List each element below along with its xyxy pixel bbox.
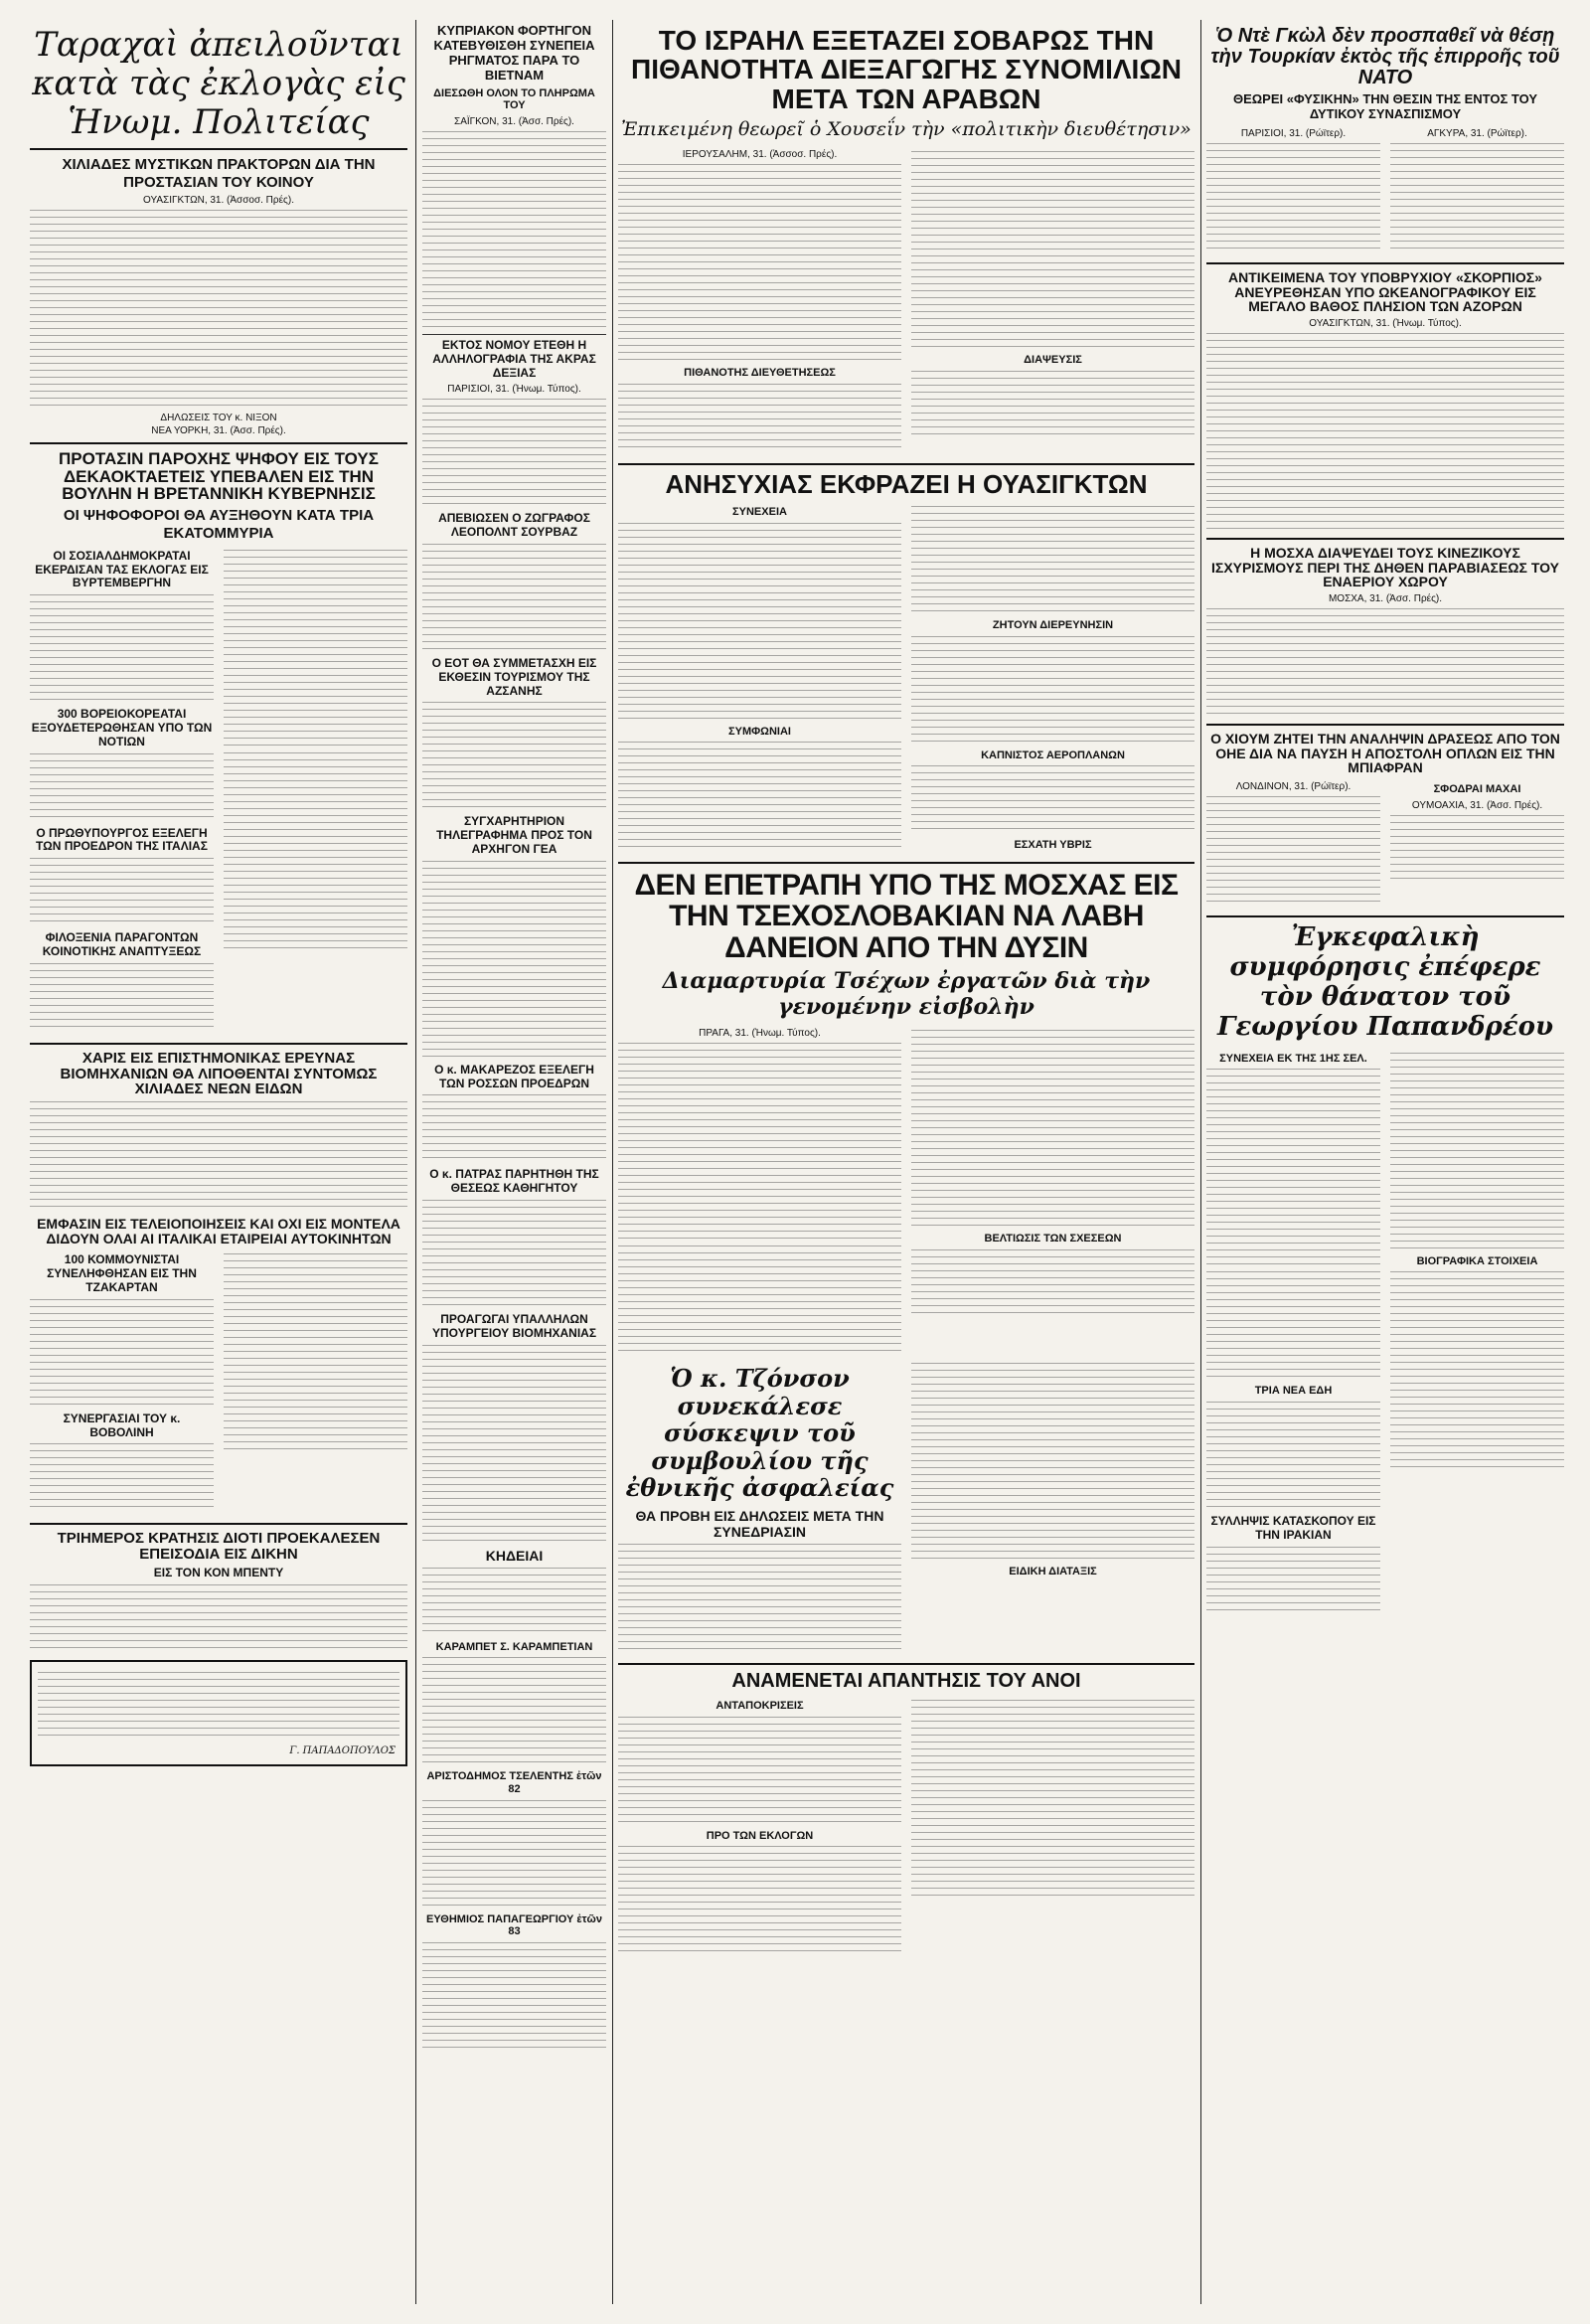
article-body — [618, 384, 901, 453]
article-body — [422, 702, 606, 811]
subhead-promotions: ΠΡΟΑΓΩΓΑΙ ΥΠΑΛΛΗΛΩΝ ΥΠΟΥΡΓΕΙΟΥ ΒΙΟΜΗΧΑΝΙΑΣ — [431, 1311, 597, 1340]
article-body — [422, 1345, 606, 1544]
article-body — [422, 131, 606, 330]
headline-washington-concern: ΑΝΗΣΥΧΙΑΣ ΕΚΦΡΑΖΕΙ Η ΟΥΑΣΙΓΚΤΩΝ — [665, 468, 1148, 499]
article-body — [618, 164, 901, 363]
article-body — [1206, 1069, 1380, 1267]
article-body — [911, 765, 1194, 835]
dateline: ΟΥΜΟΑΧΙΑ, 31. (Ἀσσ. Πρές). — [1411, 799, 1543, 811]
article-body — [1206, 333, 1564, 532]
article-body — [422, 1200, 606, 1309]
subhead-hospitality: ΦΙΛΟΞΕΝΙΑ ΠΑΡΑΓΟΝΤΩΝ ΚΟΙΝΟΤΙΚΗΣ ΑΝΑΠΤΥΞΕΩΣ — [42, 930, 202, 958]
article-body — [1206, 796, 1380, 906]
subhead: ΒΕΛΤΙΩΣΙΣ ΤΩΝ ΣΧΕΣΕΩΝ — [984, 1232, 1122, 1245]
article-body — [1206, 1402, 1380, 1511]
subhead-far-right: ΕΚΤΟΣ ΝΟΜΟΥ ΕΤΕΘΗ Η ΑΛΛΗΛΟΓΡΑΦΙΑ ΤΗΣ ΑΚΡΑΣ ΔΕΞΙΑΣ — [432, 338, 596, 380]
article-body — [30, 963, 214, 1033]
article-body — [1206, 1271, 1380, 1381]
main-center — [618, 20, 1194, 2304]
headline-scorpion-submarine: ΑΝΤΙΚΕΙΜΕΝΑ ΤΟΥ ΥΠΟΒΡΥΧΙΟΥ «ΣΚΟΡΠΙΟΣ» ΑΝΕΥΡΕΘΗΣΑΝ ΥΠΟ ΩΚΕΑΝΟΓΡΑΦΙΚΟΥ ΕΙΣ ΜΕΓΑΛΟ ΒΑΘΟΣ ΠΛΗΣΙΟΝ ΤΩΝ ΑΖΟΡΩΝ — [1228, 268, 1542, 315]
subhead-vovolinis: ΣΥΝΕΡΓΑΣΙΑΙ ΤΟΥ κ. ΒΟΒΟΛΙΝΗ — [63, 1411, 181, 1439]
deck-czech-workers: Διαμαρτυρία Τσέχων ἐργατῶν διὰ τὴν γενομένην εἰσβολὴν — [662, 968, 1151, 1020]
dateline: ΝΕΑ ΥΟΡΚΗ, 31. (Ἀσσ. Πρές). — [151, 424, 286, 436]
divider — [618, 463, 1194, 465]
divider — [1206, 915, 1564, 917]
subhead: ΖΗΤΟΥΝ ΔΙΕΡΕΥΝΗΣΙΝ — [992, 618, 1114, 631]
article-body — [618, 1043, 901, 1242]
divider — [618, 862, 1194, 864]
subhead-social-democrats: ΟΙ ΣΟΣΙΑΛΔΗΜΟΚΡΑΤΑΙ ΕΚΕΡΔΙΣΑΝ ΤΑΣ ΕΚΛΟΓΑΣ ΕΙΣ ΒΥΡΤΕΜΒΕΡΓΗΝ — [35, 548, 209, 590]
divider — [1206, 538, 1564, 540]
dateline: ΠΑΡΙΣΙΟΙ, 31. (Ἠνωμ. Τύπος). — [447, 384, 581, 396]
subhead-communists: 100 ΚΟΜΜΟΥΝΙΣΤΑΙ ΣΥΝΕΛΗΦΘΗΣΑΝ ΕΙΣ ΤΗΝ ΤΖΑΚΑΡΤΑΝ — [47, 1252, 197, 1294]
article-body — [1390, 1271, 1564, 1470]
subhead: ΔΙΑΨΕΥΣΙΣ — [1024, 354, 1082, 367]
headline-johnson-council: Ὁ κ. Τζόνσον συνεκάλεσε σύσκεψιν τοῦ συμβουλίου τῆς ἐθνικῆς ἀσφαλείας — [625, 1363, 894, 1503]
obituary-name: ΚΑΡΑΜΠΕΤ Σ. ΚΑΡΑΜΠΕΤΙΑΝ — [435, 1640, 593, 1653]
headline-italian-cars: ΕΜΦΑΣΙΝ ΕΙΣ ΤΕΛΕΙΟΠΟΙΗΣΕΙΣ ΚΑΙ ΟΧΙ ΕΙΣ ΜΟΝΤΕΛΑ ΔΙΔΟΥΝ ΟΛΑΙ ΑΙ ΙΤΑΛΙΚΑΙ ΕΤΑΙΡΕΙΑΙ ΑΥΤΟΚΙΝΗΤΩΝ — [37, 1216, 400, 1246]
article-body — [224, 550, 407, 748]
dateline: ΣΑΪΓΚΟΝ, 31. (Ἀσσ. Πρές). — [454, 116, 574, 128]
article-body — [911, 1363, 1194, 1562]
column-divider — [612, 20, 613, 2304]
subhead: ΒΙΟΓΡΑΦΙΚΑ ΣΤΟΙΧΕΙΑ — [1416, 1254, 1538, 1267]
dateline: ΛΟΝΔΙΝΟΝ, 31. (Ρώϊτερ). — [1235, 781, 1352, 793]
subhead-patras: Ο κ. ΠΑΤΡΑΣ ΠΑΡΗΤΗΘΗ ΤΗΣ ΘΕΣΕΩΣ ΚΑΘΗΓΗΤΟΥ — [429, 1167, 599, 1196]
article-body — [224, 752, 407, 951]
headline-three-day-detention: ΤΡΙΗΜΕΡΟΣ ΚΡΑΤΗΣΙΣ ΔΙΟΤΙ ΠΡΟΕΚΑΛΕΣΕΝ ΕΠΕΙΣΟΔΙΑ ΕΙΣ ΔΙΚΗΝ — [57, 1530, 381, 1564]
article-body — [911, 636, 1194, 746]
headline-hanoi-reply: ΑΝΑΜΕΝΕΤΑΙ ΑΠΑΝΤΗΣΙΣ ΤΟΥ ΑΝΟΙ — [731, 1670, 1081, 1693]
obituary-name: ΕΥΘΗΜΙΟΣ ΠΑΠΑΓΕΩΡΓΙΟΥ ἐτῶν 83 — [426, 1912, 602, 1938]
subhead-secret-agents: ΧΙΛΙΑΔΕΣ ΜΥΣΤΙΚΩΝ ΠΡΑΚΤΟΡΩΝ ΔΙΑ ΤΗΝ ΠΡΟΣΤΑΣΙΑΝ ΤΟΥ ΚΟΙΝΟΥ — [62, 156, 376, 191]
subhead: ΤΡΙΑ ΝΕΑ ΕΔΗ — [1254, 1385, 1333, 1398]
headline-cypriot-ship: ΚΥΠΡΙΑΚΟΝ ΦΟΡΤΗΓΟΝ ΚΑΤΕΒΥΘΙΣΘΗ ΣΥΝΕΠΕΙΑ ΡΗΓΜΑΤΟΣ ΠΑΡΑ ΤΟ ΒΙΕΤΝΑΜ — [433, 23, 595, 83]
subhead: ΑΝΤΑΠΟΚΡΙΣΕΙΣ — [716, 1700, 804, 1713]
article-body — [618, 742, 901, 851]
article-body — [30, 1299, 214, 1409]
column-divider — [1200, 20, 1201, 2304]
divider — [30, 1043, 407, 1045]
article-body — [1206, 1547, 1380, 1616]
divider — [30, 442, 407, 444]
article-body — [422, 861, 606, 1060]
divider — [1206, 262, 1564, 264]
dateline: ΟΥΑΣΙΓΚΤΩΝ, 31. (Ἠνωμ. Τύπος). — [1309, 317, 1462, 329]
headline-hume-biafra: Ο ΧΙΟΥΜ ΖΗΤΕΙ ΤΗΝ ΑΝΑΛΗΨΙΝ ΔΡΑΣΕΩΣ ΑΠΟ ΤΟΝ ΟΗΕ ΔΙΑ ΝΑ ΠΑΥΣΗ Η ΑΠΟΣΤΟΛΗ ΟΠΛΩΝ ΕΙΣ ΤΗΝ ΜΠΙΑΦΡΑΝ — [1210, 731, 1560, 776]
subhead: ΠΙΘΑΝΟΤΗΣ ΔΙΕΥΘΕΤΗΣΕΩΣ — [684, 367, 836, 380]
dateline: ΠΑΡΙΣΙΟΙ, 31. (Ρώϊτερ). — [1240, 127, 1347, 139]
subhead-spy-arrest: ΣΥΛΛΗΨΙΣ ΚΑΤΑΣΚΟΠΟΥ ΕΙΣ ΤΗΝ ΙΡΑΚΙΑΝ — [1210, 1513, 1376, 1542]
headline-voting-age: ΠΡΟΤΑΣΙΝ ΠΑΡΟΧΗΣ ΨΗΦΟΥ ΕΙΣ ΤΟΥΣ ΔΕΚΑΟΚΤΑΕΤΕΙΣ ΥΠΕΒΑΛΕΝ ΕΙΣ ΤΗΝ ΒΟΥΛΗΝ Η ΒΡΕΤΑΝΝΙΚΗ ΚΥΒΕΡΝΗΣΙΣ — [59, 448, 379, 504]
article-body — [422, 1942, 606, 2052]
divider — [30, 148, 407, 150]
dateline: ΙΕΡΟΥΣΑΛΗΜ, 31. (Ἀσσοσ. Πρές). — [682, 149, 838, 161]
column-1 — [30, 20, 407, 2304]
article-body — [618, 1846, 901, 1955]
article-body — [1390, 1053, 1564, 1251]
subhead: ΠΡΟ ΤΩΝ ΕΚΛΟΓΩΝ — [706, 1829, 814, 1842]
article-body — [422, 1800, 606, 1909]
byline: ΔΗΛΩΣΕΙΣ ΤΟΥ κ. ΝΙΞΟΝ — [160, 412, 277, 423]
article-body — [618, 1544, 901, 1653]
article-body — [911, 1030, 1194, 1229]
article-body — [422, 544, 606, 653]
article-body — [1390, 815, 1564, 885]
notice-box — [30, 1660, 407, 1766]
subhead-eot: Ο ΕΟΤ ΘΑ ΣΥΜΜΕΤΑΣΧΗ ΕΙΣ ΕΚΘΕΣΙΝ ΤΟΥΡΙΣΜΟΥ ΤΗΣ ΑΖΣΑΝΗΣ — [431, 656, 597, 698]
obituary-name: ΑΡΙΣΤΟΔΗΜΟΣ ΤΣΕΛΕΝΤΗΣ ἐτῶν 82 — [426, 1770, 602, 1795]
dateline: ΜΟΣΧΑ, 31. (Ἀσσ. Πρές). — [1328, 593, 1443, 604]
article-body — [30, 210, 407, 409]
divider — [1206, 724, 1564, 726]
article-body — [30, 753, 214, 823]
article-body — [618, 1717, 901, 1826]
subhead: ΕΣΧΑΤΗ ΥΒΡΙΣ — [1014, 839, 1092, 852]
subhead-statements: ΘΑ ΠΡΟΒΗ ΕΙΣ ΔΗΛΩΣΕΙΣ ΜΕΤΑ ΤΗΝ ΣΥΝΕΔΡΙΑΣΙΝ — [635, 1507, 884, 1541]
headline-papandreou: Ἐγκεφαλικὴ συμφόρησις ἐπέφερε τὸν θάνατον τοῦ Γεωργίου Παπανδρέου — [1217, 922, 1553, 1042]
article-body — [224, 1253, 407, 1452]
article-body — [30, 1101, 407, 1211]
deck-hussein: Ἐπικειμένη θεωρεῖ ὁ Χουσεΐν τὴν «πολιτικὴν διευθέτησιν» — [621, 118, 1192, 141]
headline-czechoslovakia-loan: ΔΕΝ ΕΠΕΤΡΑΠΗ ΥΠΟ ΤΗΣ ΜΟΣΧΑΣ ΕΙΣ ΤΗΝ ΤΣΕΧΟΣΛΟΒΑΚΙΑΝ ΝΑ ΛΑΒΗ ΔΑΝΕΙΟΝ ΑΠΟ ΤΗΝ ΔΥΣΙΝ — [634, 868, 1179, 964]
subhead: ΕΙΔΙΚΗ ΔΙΑΤΑΞΙΣ — [1009, 1565, 1097, 1577]
subhead-crew-saved: ΔΙΕΣΩΘΗ ΟΛΟΝ ΤΟ ΠΛΗΡΩΜΑ ΤΟΥ — [433, 86, 595, 112]
subhead: ΚΑΠΝΙΣΤΟΣ ΑΕΡΟΠΛΑΝΩΝ — [981, 748, 1125, 761]
subhead-kennedy: ΕΙΣ ΤΟΝ ΚΟΝ ΜΠΕΝΤΥ — [153, 1565, 284, 1579]
divider — [422, 334, 606, 335]
article-body — [618, 523, 901, 722]
headline-israel-talks: ΤΟ ΙΣΡΑΗΛ ΕΞΕΤΑΖΕΙ ΣΟΒΑΡΩΣ ΤΗΝ ΠΙΘΑΝΟΤΗΤΑ ΔΙΕΞΑΓΩΓΗΣ ΣΥΝΟΜΙΛΙΩΝ ΜΕΤΑ ΤΩΝ ΑΡΑΒΩΝ — [631, 25, 1182, 114]
column-5 — [1206, 20, 1564, 2304]
subhead: ΣΥΝΕΧΕΙΑ ΕΚ ΤΗΣ 1ΗΣ ΣΕΛ. — [1219, 1052, 1367, 1065]
article-body — [422, 1568, 606, 1637]
article-body — [422, 399, 606, 508]
article-body — [30, 594, 214, 704]
article-body — [30, 1443, 214, 1513]
headline-moscow-denies: Η ΜΟΣΧΑ ΔΙΑΨΕΥΔΕΙ ΤΟΥΣ ΚΙΝΕΖΙΚΟΥΣ ΙΣΧΥΡΙΣΜΟΥΣ ΠΕΡΙ ΤΗΣ ΔΗΘΕΝ ΠΑΡΑΒΙΑΣΕΩΣ ΤΟΥ ΕΝΑΕΡΙΟΥ ΧΩΡΟΥ — [1211, 544, 1559, 590]
divider — [618, 1663, 1194, 1665]
article-body — [911, 506, 1194, 615]
headline-us-elections: Ταραχαὶ ἀπειλοῦνται κατὰ τὰς ἐκλογὰς εἰς Ἡνωμ. Πολιτείας — [32, 25, 405, 143]
column-divider — [415, 20, 416, 2304]
subhead-makarezos: Ο κ. ΜΑΚΑΡΕΖΟΣ ΕΞΕΛΕΓΗ ΤΩΝ ΡΟΣΣΩΝ ΠΡΟΕΔΡΩΝ — [434, 1062, 594, 1090]
article-body — [911, 151, 1194, 350]
subhead: ΣΦΟΔΡΑΙ ΜΑΧΑΙ — [1433, 783, 1521, 796]
article-body — [1206, 143, 1380, 252]
headline-scientific-research: ΧΑΡΙΣ ΕΙΣ ΕΠΙΣΤΗΜΟΝΙΚΑΣ ΕΡΕΥΝΑΣ ΒΙΟΜΗΧΑΝΙΩΝ ΘΑ ΛΙΠΟΘΕΝΤΑΙ ΣΥΝΤΟΜΩΣ ΧΙΛΙΑΔΕΣ ΝΕΩΝ ΕΙΔΩΝ — [60, 1049, 378, 1098]
article-body — [618, 1245, 901, 1355]
divider — [30, 1523, 407, 1525]
dateline: ΟΥΑΣΙΓΚΤΩΝ, 31. (Ἀσσοσ. Πρές). — [143, 194, 294, 206]
subhead-north-koreans: 300 ΒΟΡΕΙΟΚΟΡΕΑΤΑΙ ΕΞΟΥΔΕΤΕΡΩΘΗΣΑΝ ΥΠΟ ΤΩΝ ΝΟΤΙΩΝ — [31, 707, 213, 748]
subhead-italy-president: Ο ΠΡΩΘΥΠΟΥΡΓΟΣ ΕΞΕΛΕΓΗ ΤΩΝ ΠΡΟΕΔΡΟΝ ΤΗΣ ΙΤΑΛΙΑΣ — [36, 825, 208, 854]
article-body — [911, 371, 1194, 440]
subhead-telegram: ΣΥΓΧΑΡΗΤΗΡΙΟΝ ΤΗΛΕΓΡΑΦΗΜΑ ΠΡΟΣ ΤΟΝ ΑΡΧΗΓΟΝ ΓΕΑ — [436, 814, 592, 856]
subhead: ΣΥΜΦΩΝΙΑΙ — [728, 725, 791, 738]
column-2 — [422, 20, 606, 2304]
headline-de-gaulle: Ὁ Ντὲ Γκὼλ δὲν προσπαθεῖ νὰ θέσῃ τὴν Τουρκίαν ἐκτὸς τῆς ἐπιρροῆς τοῦ ΝΑΤΟ — [1210, 25, 1560, 88]
notice-text — [38, 1672, 399, 1742]
article-body — [30, 1584, 407, 1654]
dateline: ΠΡΑΓΑ, 31. (Ἠνωμ. Τύπος). — [699, 1027, 821, 1039]
subhead-funerals: ΚΗΔΕΙΑΙ — [485, 1547, 544, 1564]
article-body — [911, 1700, 1194, 1899]
article-body — [422, 1657, 606, 1766]
dateline: ΑΓΚΥΡΑ, 31. (Ρώϊτερ). — [1427, 127, 1527, 139]
subhead-voters: ΟΙ ΨΗΦΟΦΟΡΟΙ ΘΑ ΑΥΞΗΘΟΥΝ ΚΑΤΑ ΤΡΙΑ ΕΚΑΤΟΜΜΥΡΙΑ — [63, 507, 375, 542]
notice-signature: Γ. ΠΑΠΑΔΟΠΟΥΛΟΣ — [289, 1744, 396, 1756]
article-body — [422, 1094, 606, 1164]
article-body — [30, 858, 214, 927]
article-body — [911, 1249, 1194, 1319]
subhead: ΣΥΝΕΧΕΙΑ — [732, 505, 787, 518]
subhead-western-alliance: ΘΕΩΡΕΙ «ΦΥΣΙΚΗΝ» ΤΗΝ ΘΕΣΙΝ ΤΗΣ ΕΝΤΟΣ ΤΟΥ ΔΥΤΙΚΟΥ ΣΥΝΑΣΠΙΣΜΟΥ — [1232, 91, 1538, 121]
subhead-painter: ΑΠΕΒΙΩΣΕΝ Ο ΖΩΓΡΑΦΟΣ ΛΕΟΠΟΛΝΤ ΣΟΥΡΒΑΖ — [438, 511, 590, 540]
article-body — [1390, 143, 1564, 252]
article-body — [1206, 608, 1564, 718]
